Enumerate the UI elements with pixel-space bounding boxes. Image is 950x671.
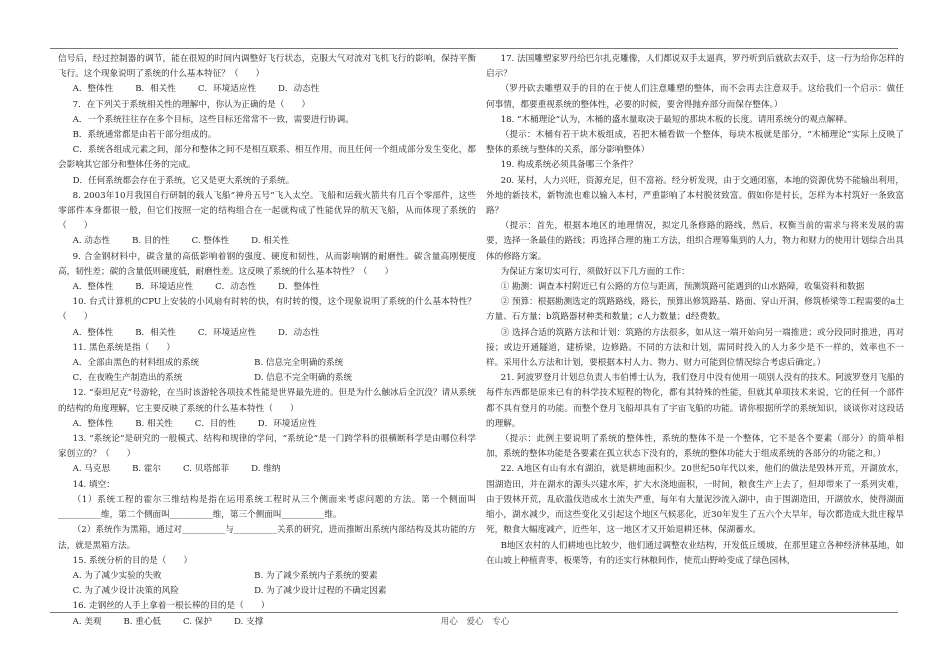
option: A．整体性 (72, 418, 114, 429)
option: C．在夜晚生产制造出的系统 (72, 373, 183, 384)
question-20: 20. 某村，人力兴旺，资源充足，但不富裕。经分析发现，由于交通闭塞，本地的资源优势不能输出利用，外地的新技术，新物流也难以输入本村，严重影响了本村脱贫致富。假如你是村长，怎样为本村筑好一条致富路？ (486, 175, 904, 217)
option: B. 信息完全明确的系统 (254, 358, 344, 369)
option: A．一个系统往往存在多个目标，这些目标还常常不一致，需要进行协调。 (72, 114, 354, 125)
option: B. 霍尔 (132, 464, 162, 475)
option: A．整体性 (72, 327, 114, 338)
option: D. 支撑 (233, 616, 264, 627)
top-rule (50, 48, 898, 49)
question-14: 14. 填空： (72, 479, 115, 490)
option: C. 贝塔郎菲 (183, 464, 230, 475)
option: C. 整体性 (191, 236, 230, 247)
paragraph: B地区农村的人们耕地也比较少，他们通过调整农业结构，开发低丘缓坡，在那里建立各种经济林基地，如在山坡上种植青枣，板栗等，有的还实行林粮间作，使荒山野岭变成了绿色园林， (486, 540, 904, 566)
option: D. 相关性 (251, 236, 289, 247)
option: A. 马克思 (72, 464, 111, 475)
option: B．相关性 (135, 84, 176, 95)
question-14-part-2: （2）系统作为黑箱，通过对__________与__________关系的研究，进而推断出系统内部结构及其功能的方法，就是黑箱方法。 (58, 525, 476, 551)
q6-options (58, 82, 476, 97)
option: C．目的性 (194, 418, 236, 429)
question-15: 15. 系统分析的目的是（ ） (72, 555, 193, 566)
right-column (486, 52, 904, 612)
option: B．相关性 (135, 327, 176, 338)
question-14-part-1: （1）系统工程的霍尔三维结构是指在运用系统工程时从三个侧面来考虑问题的方法。第一个侧面叫__________维，第二个侧面叫__________维，第三个侧面叫__________维。 (58, 494, 476, 521)
paragraph: ① 勘测：调查本村附近已有公路的方位与距离，预测筑路可能遇到的山水路障，收集资料和数据 (500, 282, 865, 293)
option: B. 为了减少系统内子系统的要素 (254, 570, 378, 581)
option: A．整体性 (72, 84, 114, 95)
question-10: 10. 台式计算机的CPU上安装的小风扇有时转的快，有时转的慢，这个现象说明了系统的什么基本特性？（ ） (58, 297, 476, 323)
option: B．环境适应性 (135, 282, 194, 293)
question-18: 18. “木桶理论”认为，木桶的盛水量取决于最短的那块木板的长度。请用系统分的观点解释。 (500, 114, 853, 125)
option: A. 动态性 (72, 236, 111, 247)
option: C．动态性 (215, 282, 257, 293)
option: C. 为了减少设计决策的风险 (72, 586, 179, 597)
hint-20: （提示：首先，根据本地区的地理情况，拟定几条修路的路线，然后，权衡当前的需求与将来发展的需要，选择一条最佳的路线；再选择合理的施工方法，组织合理筹集到的人力，物力和财力的使用计划综合出具体的修路方案。 (486, 221, 904, 262)
question-7: 7．在下列关于系统相关性的理解中，你认为正确的是（ ） (72, 99, 311, 110)
question-8: 8. 2003年10月我国自行研制的载人飞船“神舟五号”飞入太空。飞船和运载火箭共有几百个零部件，这些零部件本身都很一般，但它们按照一定的结构组合在一起就构成了性能优异的航天飞船，从而体现了系统的（ ） (58, 190, 476, 232)
option: C．环境适应性 (197, 327, 257, 338)
question-17: 17. 法国雕塑家罗丹给巴尔扎克雕像，人们都说双手太逼真，罗丹听到后就砍去双手，这一行为给你怎样的启示？ (486, 54, 904, 80)
q12-options (58, 417, 476, 432)
option: D．任何系统都会存在于系统，它又是更大系统的子系统。 (72, 175, 295, 186)
option: D．整体性 (278, 282, 320, 293)
option: B. 重心低 (123, 616, 162, 627)
hint-18: （提示：木桶有若干块木板组成，若把木桶看做一个整体，每块木板就是部分，“木桶理论”实际上反映了整体的系统与整体的关系，部分影响整体） (486, 130, 904, 156)
paragraph: ② 预算：根据勘测选定的筑路路线，路长，预算出修筑路基、路面、穿山开洞，修筑桥梁等工程需要的a土方量、石方量；b筑路器材种类和数量；c人力数量；d经费数。 (486, 297, 904, 323)
option: C．环境适应性 (197, 84, 257, 95)
q15-options (58, 569, 476, 599)
question-21: 21. 阿波罗登月计划总负责人韦伯博士认为，我们登月中没有使用一项别人没有的技术。阿波罗登月飞船的每件东西都是原来已有的科学技术短程的物化，都有其特殊的性能，但就其单项技术来说，它的任何一个部件都不具有登月的功能。而整个登月飞船却具有了宇宙飞船的功能。请你根据所学的系统知识，谈谈你对这段话的理解。 (486, 373, 904, 429)
hint-21: （提示：此例主要说明了系统的整体性，系统的整体不是一个整体，它不是各个要素（部分）的简单相加，系统的整体功能是各要素在孤立状态下没有的，系统的整体功能大于组成系统的各部分的功能之和。） (486, 434, 904, 460)
option: D. 为了减少设计过程的不确定因素 (254, 586, 387, 597)
question-12: 12. “泰坦尼克”号游轮，在当时该游轮各项技术性能是世界最先进的。但是为什么触冰后全沉没？请从系统的结构的角度理解，它主要反映了系统的什么基本特性（ ） (58, 388, 476, 414)
option: B. 相关性 (135, 418, 173, 429)
option: D．动态性 (278, 327, 320, 338)
option: D. 维纳 (251, 464, 281, 475)
option: D．环境适应性 (257, 418, 317, 429)
paragraph: ③ 选择合适的筑路方法和计划：筑路的方法很多，如从这一端开始向另一端推进；或分段同时推进，再对接；或边开通隧道，建桥梁，边修路。不同的方法和计划，需同时投入的人力多少是不一样的，效率也不一样。采用什么方法和计划，要根据本村人力、物力、财力可能到位情况综合考虑后确定。） (486, 327, 904, 369)
q9-options (58, 280, 476, 295)
option: B．系统通常都是由若干部分组成的。 (72, 130, 217, 141)
q10-options (58, 326, 476, 341)
q13-options (58, 462, 476, 477)
option: A. 美观 (72, 616, 102, 627)
question-13: 13. “系统论”是研究的一般模式、结构和规律的学问，“系统论”是一门跨学科的很横断科学是由哪位科学家创立的？（ ） (58, 434, 476, 460)
option: A. 为了减少实验的失败 (72, 570, 162, 581)
question-22: 22. A地区有山有水有湖泊，就是耕地面积少。20世纪50年代以来，他们的做法是毁林开荒，开湖放水，围湖造田，并在湖水的源头兴建水库，扩大水浇地面积，一时间，粮食生产上去了，但却带来了一系列灾难，由于毁林开荒，乱砍滥伐造成水土流失严重，每年有大量泥沙流入湖中，由于围湖造田，开湖放水，使得湖面缩小，湖水减少，而这些变化又引起这个地区气候恶化，近30年发生了五六个大旱年，每次都造成大批庄稼旱死，粮食大幅度减产，近些年，这一地区才又开始退耕还林，保湖蓄水。 (486, 464, 904, 536)
option: A．全部由黑色的材料组成的系统 (72, 358, 200, 369)
question-11: 11. 黑色系统是指（ ） (72, 342, 175, 353)
option: B. 目的性 (132, 236, 170, 247)
question-9: 9. 合金钢材料中，碳含量的高低影响着钢的强度、硬度和韧性，从而影响钢的耐磨性。碳含量高刚便度高，韧性差；碳的含量低则硬度低，耐磨性差。这反映了系统的什么基本特性？（ ） (58, 251, 476, 277)
paragraph: 为保证方案切实可行，须做好以下几方面的工作： (500, 266, 690, 277)
q8-options (58, 234, 476, 249)
option: C. 保护 (183, 616, 212, 627)
question-16: 16. 走钢丝的人手上拿着一根长棒的目的是（ ） (72, 601, 270, 612)
paragraph: 信号后，经过控制器的调节，能在很短的时间内调整好飞行状态，克服大气对流对飞机飞行的影响，保持平衡飞行。这个现象说明了系统的什么基本特征？（ ） (58, 54, 476, 80)
option: C．系统各组成元素之间，部分和整体之间不是相互联系、相互作用，而且任何一个组成部分发生变化，都会影响其它部分和整体任务的完成。 (58, 145, 476, 171)
option: D. 信息不完全明确的系统 (254, 373, 353, 384)
option: D．动态性 (278, 84, 320, 95)
option: A．整体性 (72, 282, 114, 293)
question-19: 19. 构成系统必须具备哪三个条件？ (500, 160, 638, 171)
page-footer: 用心 爱心 专心 (440, 617, 510, 627)
q11-options (58, 356, 476, 386)
hint-17: （罗丹砍去雕塑双手的目的在于使人们注意雕塑的整体，而不会再去注意双手。这给我们一个启示：做任何事情，都要重视系统的整体性，必要的时候，要舍得抛弃部分而保存整体。） (486, 84, 904, 110)
